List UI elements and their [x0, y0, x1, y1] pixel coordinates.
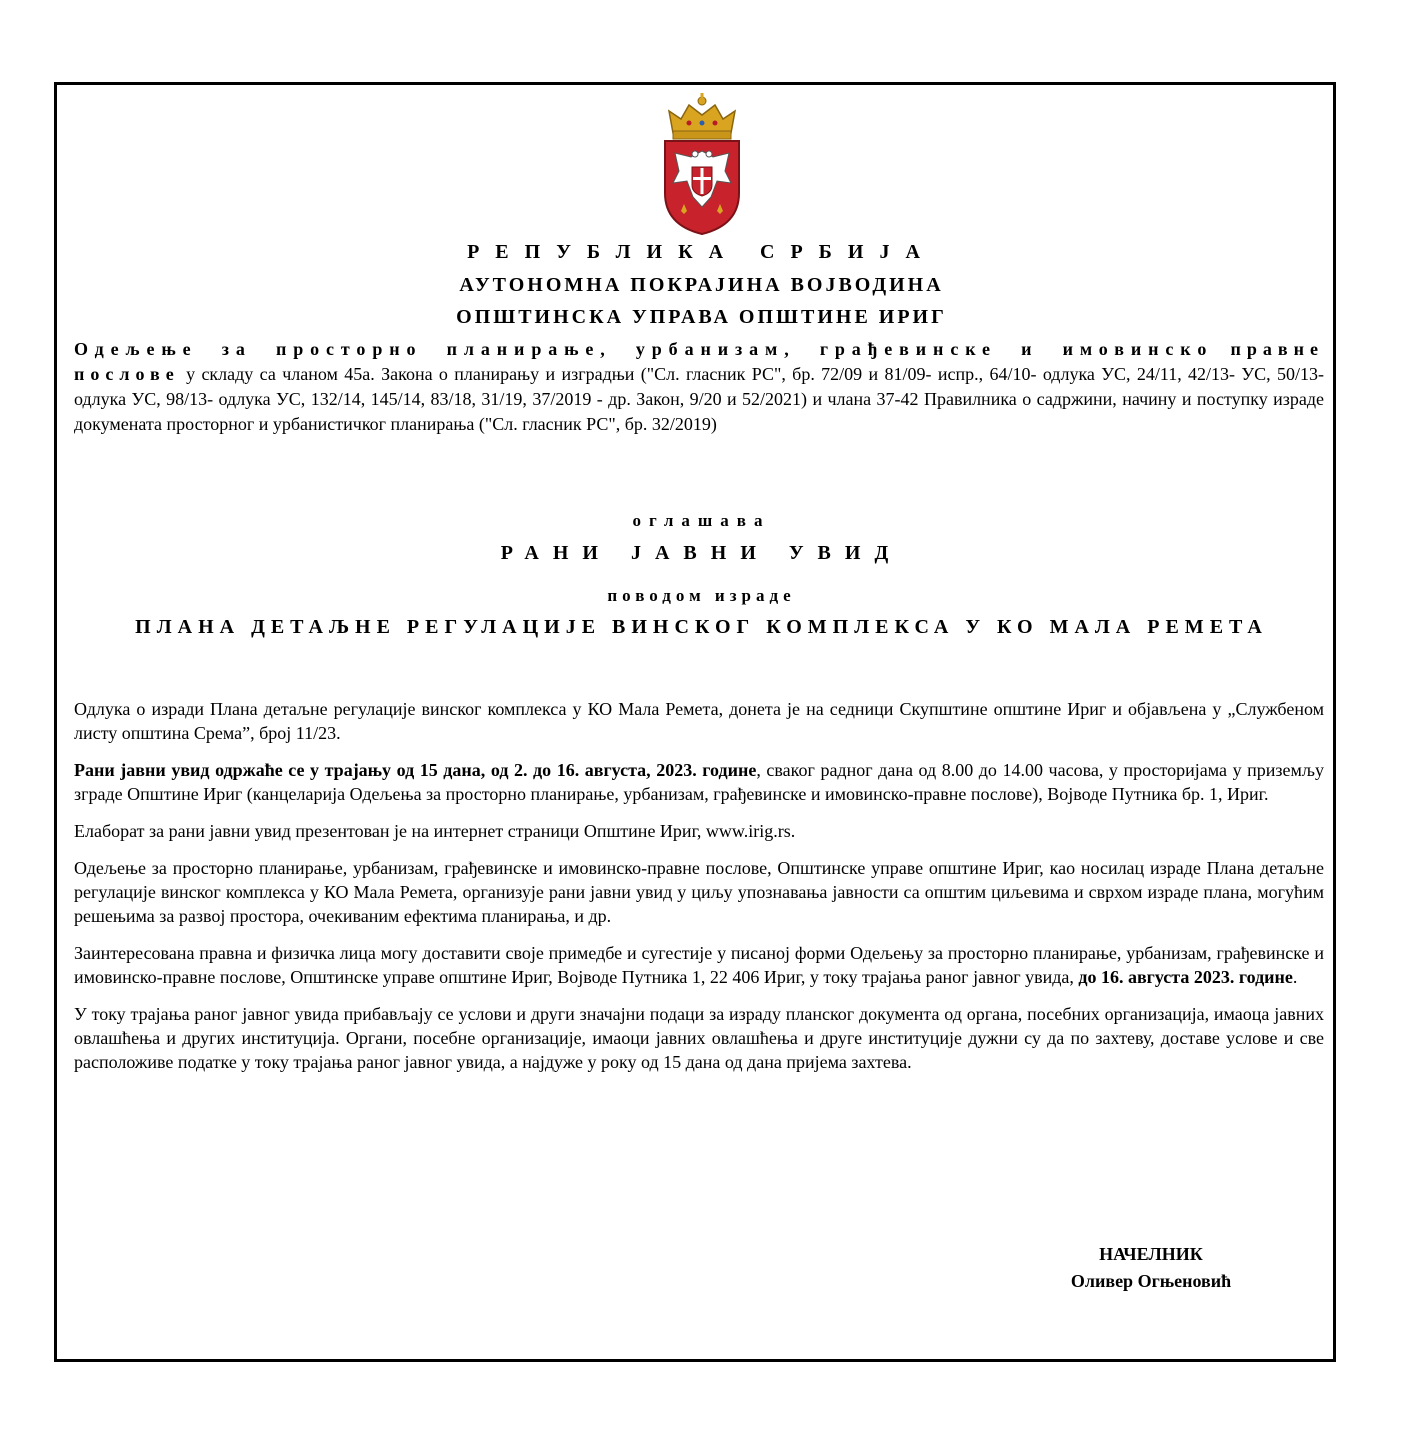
comments-deadline: до 16. августа 2023. године: [1078, 967, 1293, 987]
header-municipal-administration: ОПШТИНСКА УПРАВА ОПШТИНЕ ИРИГ: [456, 306, 947, 328]
paragraph-website: Елаборат за рани јавни увид презентован је на интернет страници Општине Ириг, www.irig.rs.: [74, 821, 796, 841]
header-province: АУТОНОМНА ПОКРАЈИНА ВОЈВОДИНА: [459, 274, 944, 296]
department-name-cont: правне послове: [74, 339, 1325, 384]
signature-title: НАЧЕЛНИК: [1099, 1244, 1203, 1264]
schedule-highlight: Рани јавни увид одржаће се у трајању од 15 дана, од 2. до 16. августа, 2023. године: [74, 760, 757, 780]
signature-name: Оливер Огњеновић: [1070, 1271, 1232, 1291]
legal-basis-text: у складу са чланом 45а. Закона о планирању и изградњи ("Сл. гласник РС", бр. 72/09 и 81/09- испр., 64/10- одлука УС, 24/11, 42/13- УС, 50/13- одлука УС, 98/13- одлука УС, 132/14, 145/14, 83/18, 31/19, 37/2019 - др. Закон, 9/20 и 52/2021) и члана 37-42 Правилника о садржини, начину и поступку израде докумената просторног и урбанистичког планирања ("Сл. гласник РС", бр. 32/2019): [74, 364, 1324, 434]
paragraph-conditions: У току трајања раног јавног увида прибављају се услови и други значајни подаци за израду планског документа од органа, посебних организација, имаоца јавних овлашћења и других институција. Органи, посебне организације, имаоци јавних овлашћења и друге институције дужни су да по захтеву, доставе услове и све расположиве податке у току трајања раног јавног увида, а најдуже у року од 15 дана од дана пријема захтева.: [74, 1004, 1324, 1072]
paragraph-decision: Одлука о изради Плана детаљне регулације винског комплекса у КО Мала Ремета, донета је на седници Скупштине општине Ириг и објављена у „Службеном листу општина Срема”, број 11/23.: [74, 699, 1324, 743]
serbian-coat-of-arms-icon: [661, 93, 743, 235]
announce-title: РАНИ ЈАВНИ УВИД: [500, 542, 903, 564]
notice-body: [74, 697, 1324, 1087]
comments-end: .: [1292, 967, 1298, 987]
header-republic: РЕПУБЛИКА СРБИЈА: [467, 241, 936, 263]
paragraph-organizer: Одељење за просторно планирање, урбанизам, грађевинске и имовинско-правне послове, Општинске управе општине Ириг, као носилац израде Плана детаљне регулације винског комплекса у КО Мала Ремета, организује рани јавни увид у циљу упознавања јавности са општим циљевима и сврхом израде плана, могућим решењима за развој простора, очекиваним ефектима планирања, и др.: [74, 858, 1324, 926]
intro-paragraph: [74, 337, 1324, 437]
announce-occasion: поводом израде: [607, 586, 796, 605]
schedule-details: , сваког радног дана од 8.00 до 14.00 часова, у просторијама у приземљу зграде Општине Ириг (канцеларија Одељења за просторно планирање, урбанизам, грађевинске и имовинско-правне послове), Војводе Путника бр. 1, Ириг.: [74, 760, 1325, 804]
department-name: Одељење за просторно планирање, урбанизам, грађевинске и имовинско: [74, 339, 1214, 359]
announce-verb: оглашава: [632, 511, 771, 530]
paragraph-schedule: [74, 758, 1324, 806]
plan-title: ПЛАНА ДЕТАЉНЕ РЕГУЛАЦИЈЕ ВИНСКОГ КОМПЛЕКСА У КО МАЛА РЕМЕТА: [135, 616, 1268, 638]
paragraph-comments: [74, 941, 1324, 989]
comments-text: Заинтересована правна и физичка лица могу доставити своје примедбе и сугестије у писаној форми Одељењу за просторно планирање, урбанизам, грађевинске и имовинско-правне послове, Општинске управе општине Ириг, Војводе Путника 1, 22 406 Ириг, у току трајања раног јавног увида,: [74, 943, 1324, 987]
